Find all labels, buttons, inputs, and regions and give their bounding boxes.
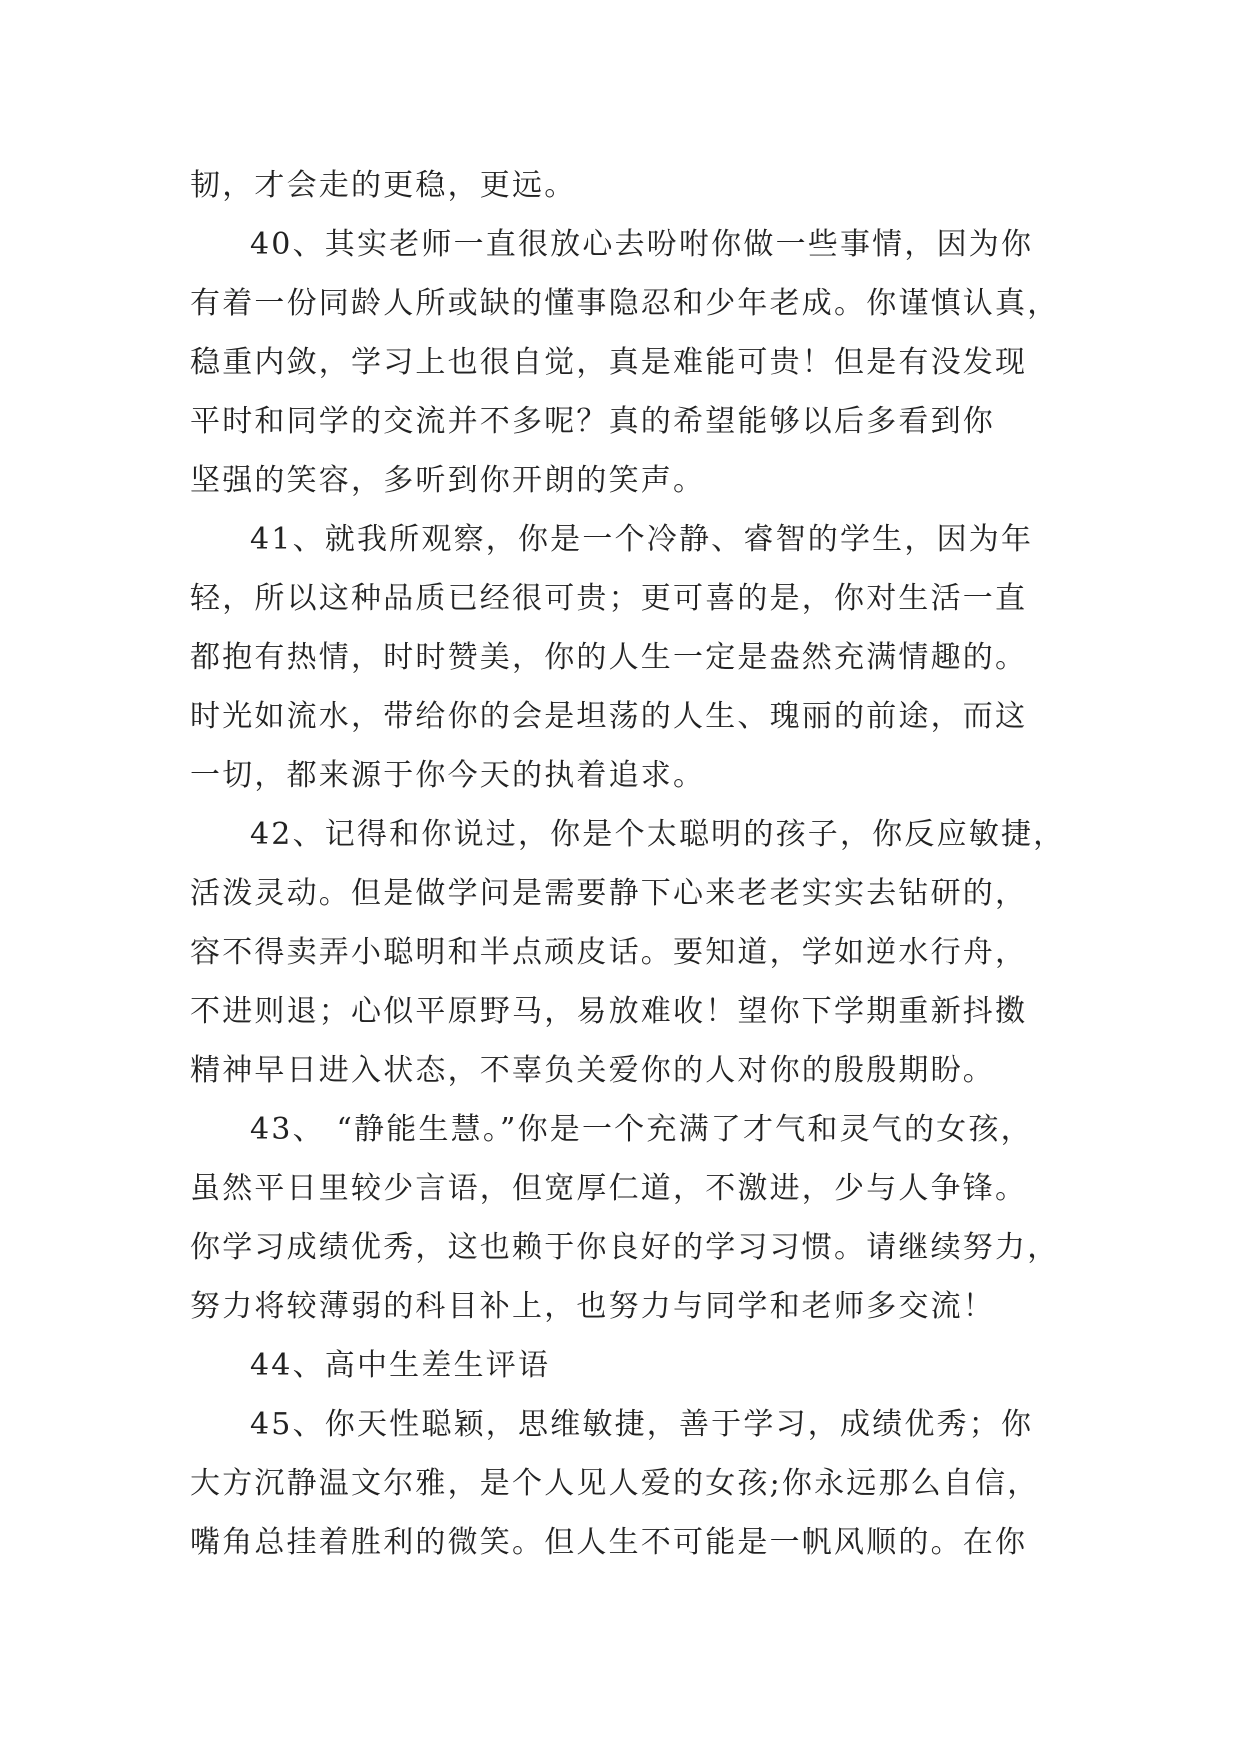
text-line: 轻，所以这种品质已经很可贵；更可喜的是，你对生活一直 (190, 581, 1028, 616)
text-line: 精神早日进入状态，不辜负关爱你的人对你的殷殷期盼。 (190, 1053, 995, 1088)
text-line: 不进则退；心似平原野马，易放难收！望你下学期重新抖擞 (190, 994, 1028, 1029)
text-line: 韧，才会走的更稳，更远。 (190, 168, 577, 203)
text-line: 嘴角总挂着胜利的微笑。但人生不可能是一帆风顺的。在你 (190, 1525, 1028, 1560)
paragraph-40-line: 40、其实老师一直很放心去吩咐你做一些事情，因为你 (250, 227, 1034, 262)
text-line: 你学习成绩优秀，这也赖于你良好的学习习惯。请继续努力， (190, 1230, 1060, 1265)
paragraph-44-heading: 44、高中生差生评语 (250, 1348, 551, 1383)
document-body (190, 156, 1070, 1572)
text-line: 容不得卖弄小聪明和半点顽皮话。要知道，学如逆水行舟， (190, 935, 1028, 970)
paragraph-43-line: 43、 “静能生慧。”你是一个充满了才气和灵气的女孩， (250, 1112, 1033, 1147)
text-line: 平时和同学的交流并不多呢？真的希望能够以后多看到你 (190, 404, 995, 439)
text-line: 有着一份同龄人所或缺的懂事隐忍和少年老成。你谨慎认真， (190, 286, 1060, 321)
paragraph-45-line: 45、你天性聪颖，思维敏捷，善于学习，成绩优秀；你 (250, 1407, 1034, 1442)
text-line: 活泼灵动。但是做学问是需要静下心来老老实实去钻研的， (190, 876, 1028, 911)
text-line: 大方沉静温文尔雅，是个人见人爱的女孩;你永远那么自信， (190, 1466, 1040, 1501)
text-line: 虽然平日里较少言语，但宽厚仁道，不激进，少与人争锋。 (190, 1171, 1028, 1206)
text-line: 稳重内敛，学习上也很自觉，真是难能可贵！但是有没发现 (190, 345, 1028, 380)
paragraph-41-line: 41、就我所观察，你是一个冷静、睿智的学生，因为年 (250, 522, 1034, 557)
paragraph-42-line: 42、记得和你说过，你是个太聪明的孩子，你反应敏捷， (250, 817, 1066, 852)
text-line: 坚强的笑容，多听到你开朗的笑声。 (190, 463, 706, 498)
text-line: 都抱有热情，时时赞美，你的人生一定是盎然充满情趣的。 (190, 640, 1028, 675)
text-line: 时光如流水，带给你的会是坦荡的人生、瑰丽的前途，而这 (190, 699, 1028, 734)
text-line: 努力将较薄弱的科目补上，也努力与同学和老师多交流！ (190, 1289, 995, 1324)
text-line: 一切，都来源于你今天的执着追求。 (190, 758, 706, 793)
